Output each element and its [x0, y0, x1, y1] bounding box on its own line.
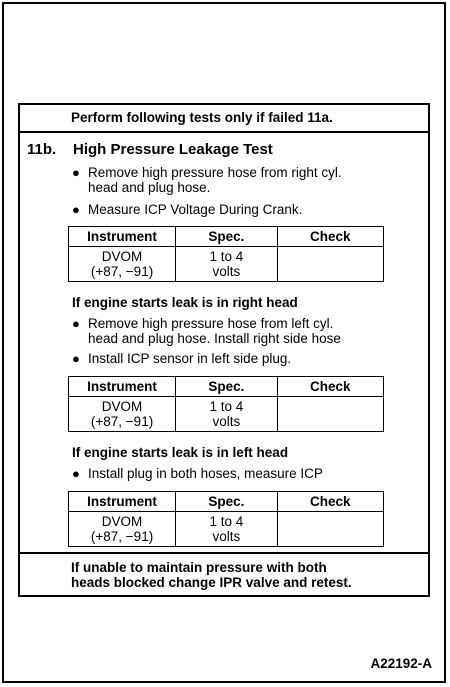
- bullet-text: Install plug in both hoses, measure ICP: [88, 466, 323, 481]
- header-instruction: Perform following tests only if failed 11a.: [20, 105, 428, 133]
- cell-check: [277, 247, 383, 282]
- bullet-dot-icon: ●: [72, 316, 80, 331]
- step-heading: [27, 141, 273, 158]
- col-instrument: Instrument: [69, 377, 176, 397]
- figure-id: A22192-A: [370, 656, 432, 671]
- bullet-dot-icon: ●: [72, 351, 80, 366]
- subhead-left-head: If engine starts leak is in left head: [72, 445, 289, 460]
- cell-spec: 1 to 4 volts: [176, 512, 277, 547]
- bullet-item: [72, 351, 402, 366]
- spec-table-3: [68, 491, 384, 547]
- cell-check: [277, 397, 383, 432]
- bullet-text: Remove high pressure hose from right cyl. head and plug hose.: [88, 165, 342, 195]
- bullet-item: [72, 202, 402, 217]
- footer-instruction: If unable to maintain pressure with both heads blocked change IPR valve and retest.: [20, 552, 428, 595]
- cell-spec: 1 to 4 volts: [176, 247, 277, 282]
- bullet-text: Measure ICP Voltage During Crank.: [88, 202, 303, 217]
- bullet-item: [72, 466, 402, 481]
- cell-spec: 1 to 4 volts: [176, 397, 277, 432]
- procedure-box: [18, 103, 430, 597]
- bullet-dot-icon: ●: [72, 466, 80, 481]
- col-check: Check: [277, 377, 383, 397]
- step-number: 11b.: [27, 141, 57, 158]
- cell-instrument: DVOM (+87, −91): [69, 397, 176, 432]
- bullet-text: Remove high pressure hose from left cyl. head and plug hose. Install right side hose: [88, 316, 341, 346]
- bullet-text: Install ICP sensor in left side plug.: [88, 351, 292, 366]
- col-spec: Spec.: [176, 227, 277, 247]
- bullet-item: [72, 165, 402, 195]
- bullet-dot-icon: ●: [72, 202, 80, 217]
- col-check: Check: [277, 492, 383, 512]
- bullet-dot-icon: ●: [72, 165, 80, 180]
- cell-instrument: DVOM (+87, −91): [69, 247, 176, 282]
- col-instrument: Instrument: [69, 492, 176, 512]
- subhead-right-head: If engine starts leak is in right head: [72, 295, 298, 310]
- step-title: High Pressure Leakage Test: [73, 141, 273, 158]
- spec-table-1: [68, 226, 384, 282]
- spec-table-2: [68, 376, 384, 432]
- col-spec: Spec.: [176, 377, 277, 397]
- col-spec: Spec.: [176, 492, 277, 512]
- cell-instrument: DVOM (+87, −91): [69, 512, 176, 547]
- bullet-item: [72, 316, 402, 346]
- cell-check: [277, 512, 383, 547]
- col-instrument: Instrument: [69, 227, 176, 247]
- col-check: Check: [277, 227, 383, 247]
